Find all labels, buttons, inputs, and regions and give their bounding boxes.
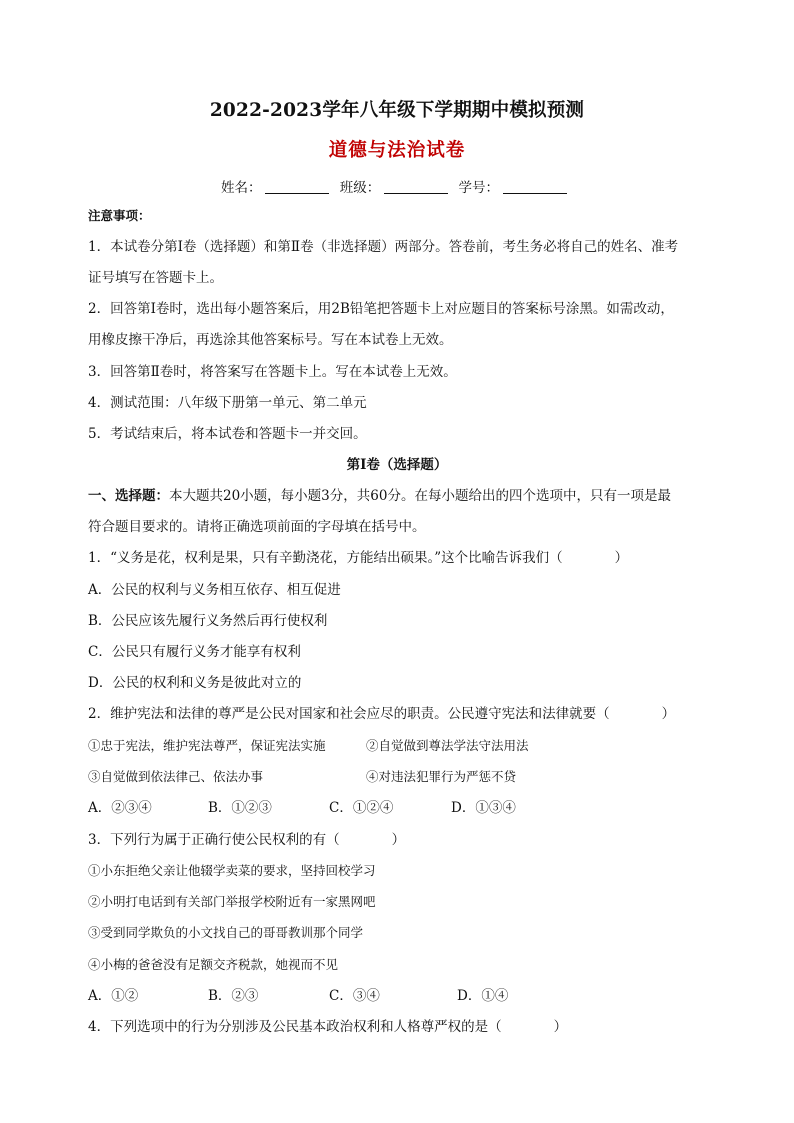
question-2-item-3: ③自觉做到依法律己、依法办事 [88, 769, 264, 784]
question-3-option-c: C．③④ [329, 988, 380, 1004]
question-2-option-a: A．②③④ [88, 800, 152, 816]
section-intro-label: 一、选择题： [88, 488, 169, 504]
question-3-option-a: A．①② [88, 988, 139, 1004]
question-3-item-2: ②小明打电话到有关部门举报学校附近有一家黑网吧 [88, 894, 376, 909]
question-3-item-1: ①小东拒绝父亲让他辍学卖菜的要求，坚持回校学习 [88, 863, 376, 878]
question-2-item-4: ④对违法犯罪行为严惩不贷 [366, 769, 517, 784]
section-intro [88, 486, 671, 506]
note-line: 2．回答第Ⅰ卷时，选出每小题答案后，用2B铅笔把答题卡上对应题目的答案标号涂黑。如需改动， [88, 301, 674, 317]
question-2-option-b: B．①②③ [208, 800, 272, 816]
note-line: 用橡皮擦干净后，再选涂其他答案标号。写在本试卷上无效。 [88, 332, 453, 348]
question-1-text: 1．“义务是花，权利是果，只有辛勤浇花，方能结出硕果。”这个比喻告诉我们（ [88, 550, 563, 566]
question-3-item-4: ④小梅的爸爸没有足额交齐税款，她视而不见 [88, 957, 339, 972]
note-line: 5．考试结束后，将本试卷和答题卡一并交回。 [88, 426, 367, 442]
question-1-option-c: C．公民只有履行义务才能享有权利 [88, 644, 301, 660]
name-label: 姓名： [220, 180, 262, 196]
exam-title: 2022-2023学年八年级下学期期中模拟预测 [209, 100, 585, 121]
student-info-row [0, 176, 794, 196]
note-line: 1．本试卷分第Ⅰ卷（选择题）和第Ⅱ卷（非选择题）两部分。答卷前，考生务必将自己的姓名、准考 [88, 239, 679, 255]
question-2-option-c: C．①②④ [329, 800, 394, 816]
question-1-option-a: A．公民的权利与义务相互依存、相互促进 [88, 582, 341, 598]
question-3-item-3: ③受到同学欺负的小文找自己的哥哥教训那个同学 [88, 925, 364, 940]
notes-heading: 注意事项： [88, 208, 151, 223]
question-2-stem [88, 704, 675, 724]
id-blank [503, 179, 567, 194]
note-line: 证号填写在答题卡上。 [88, 270, 223, 286]
question-1-close: ） [614, 550, 629, 566]
note-line: 4．测试范围：八年级下册第一单元、第二单元 [88, 395, 367, 411]
question-3-option-b: B．②③ [208, 988, 259, 1004]
name-blank [265, 179, 329, 194]
question-2-option-d: D．①③④ [451, 800, 516, 816]
note-line: 3．回答第Ⅱ卷时，将答案写在答题卡上。写在本试卷上无效。 [88, 364, 457, 380]
class-label: 班级： [339, 180, 381, 196]
question-2-close: ） [661, 706, 676, 722]
question-3-option-d: D．①④ [457, 988, 509, 1004]
question-1-stem [88, 548, 628, 568]
question-1-option-d: D．公民的权利和义务是彼此对立的 [88, 675, 302, 691]
question-4-stem [88, 1017, 567, 1037]
question-4-close: ） [553, 1019, 568, 1035]
section-intro-line2: 符合题目要求的。请将正确选项前面的字母填在括号中。 [88, 519, 426, 535]
question-3-close: ） [391, 832, 406, 848]
question-1-option-b: B．公民应该先履行义务然后再行使权利 [88, 613, 328, 629]
class-blank [384, 179, 448, 194]
question-3-text: 3．下列行为属于正确行使公民权利的有（ [88, 832, 340, 848]
question-2-item-1: ①忠于宪法，维护宪法尊严，保证宪法实施 [88, 738, 326, 753]
question-3-stem [88, 830, 405, 850]
question-2-text: 2．维护宪法和法律的尊严是公民对国家和社会应尽的职责。公民遵守宪法和法律就要（ [88, 706, 610, 722]
question-4-text: 4．下列选项中的行为分别涉及公民基本政治权利和人格尊严权的是（ [88, 1019, 502, 1035]
section-intro-text: 本大题共20小题，每小题3分，共60分。在每小题给出的四个选项中，只有一项是最 [169, 488, 671, 504]
exam-subtitle: 道德与法治试卷 [328, 140, 466, 161]
id-label: 学号： [458, 180, 500, 196]
question-2-item-2: ②自觉做到尊法学法守法用法 [366, 738, 529, 753]
section-title: 第Ⅰ卷（选择题） [346, 457, 448, 473]
